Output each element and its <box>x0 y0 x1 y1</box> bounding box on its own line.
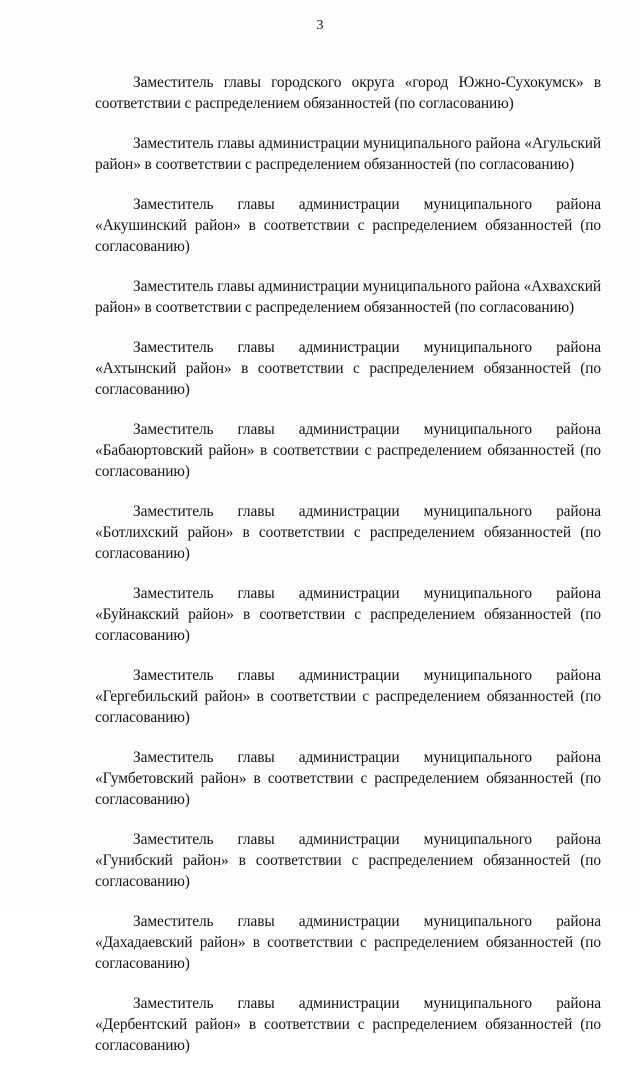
list-item: Заместитель главы администрации муниципального района «Агульский район» в соответствии с распределением обязанностей (по согласованию) <box>95 135 601 173</box>
list-item: Заместитель главы городского округа «город Южно-Сухокумск» в соответствии с распределением обязанностей (по согласованию) <box>95 74 601 112</box>
page-number: 3 <box>316 18 324 33</box>
list-item: Заместитель главы администрации муниципального района «Ахвахский район» в соответствии с распределением обязанностей (по согласованию) <box>95 278 601 316</box>
list-item: Заместитель главы администрации муниципального района «Дербентский район» в соответствии с распределением обязанностей (по согласованию) <box>95 995 601 1054</box>
list-item: Заместитель главы администрации муниципального района «Бабаюртовский район» в соответствии с распределением обязанностей (по согласованию) <box>95 421 601 480</box>
list-item: Заместитель главы администрации муниципального района «Буйнакский район» в соответствии с распределением обязанностей (по согласованию) <box>95 585 601 644</box>
list-item: Заместитель главы администрации муниципального района «Гунибский район» в соответствии с распределением обязанностей (по согласованию) <box>95 831 601 890</box>
participants-list <box>95 72 601 1075</box>
list-item: Заместитель главы администрации муниципального района «Гумбетовский район» в соответствии с распределением обязанностей (по согласованию) <box>95 749 601 808</box>
list-item: Заместитель главы администрации муниципального района «Гергебильский район» в соответствии с распределением обязанностей (по согласованию) <box>95 667 601 726</box>
list-item: Заместитель главы администрации муниципального района «Ботлихский район» в соответствии с распределением обязанностей (по согласованию) <box>95 503 601 562</box>
list-item: Заместитель главы администрации муниципального района «Дахадаевский район» в соответствии с распределением обязанностей (по согласованию) <box>95 913 601 972</box>
list-item: Заместитель главы администрации муниципального района «Ахтынский район» в соответствии с распределением обязанностей (по согласованию) <box>95 339 601 398</box>
list-item: Заместитель главы администрации муниципального района «Акушинский район» в соответствии с распределением обязанностей (по согласованию) <box>95 196 601 255</box>
